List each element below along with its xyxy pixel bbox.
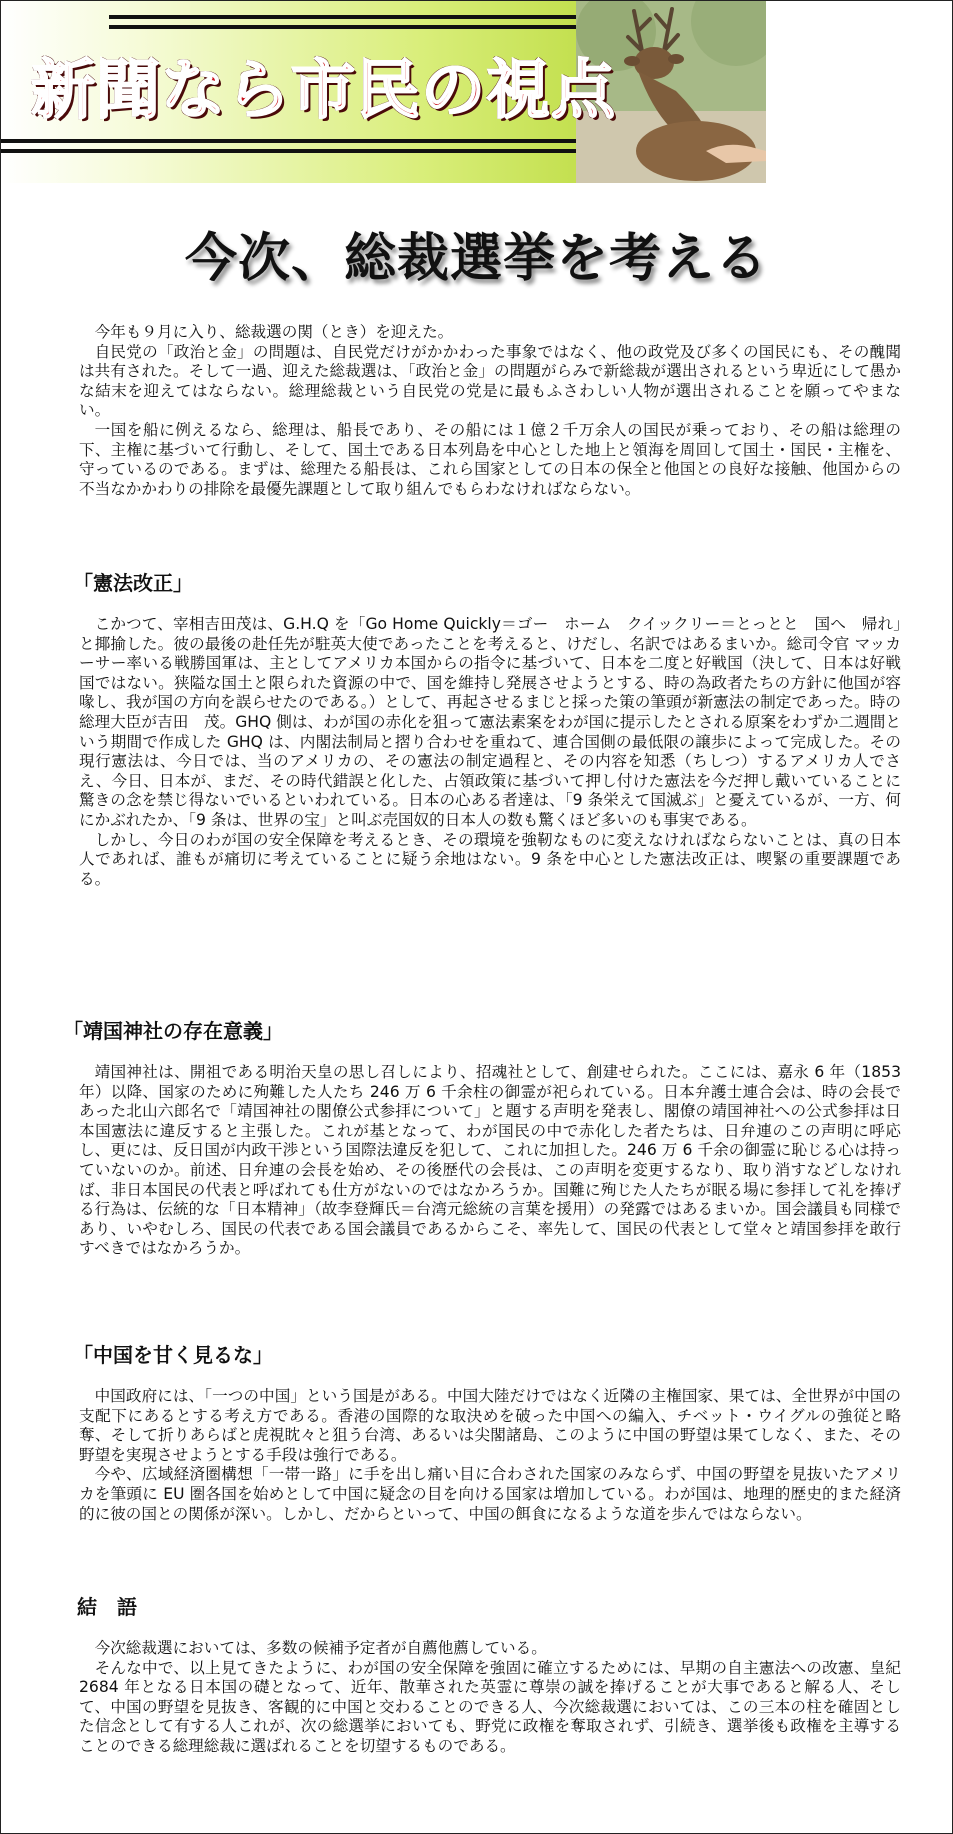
paragraph: 今年も９月に入り、総裁選の関（とき）を迎えた。 <box>94 323 454 341</box>
paragraph: 一国を船に例えるなら、総理は、船長であり、その船には１億２千万余人の国民が乗っており、その船は総理の下、主権に基づいて行動し、そして、国土である日本列島を中心とした地上と領海を周回して国土・国民・主権を、守っているのである。まずは、総理たる船長は、これら国家としての日本の保全と他国との良好な接触、他国からの不当なかかわりの排除を最優先課題として取り組んでもらわなければならない。 <box>79 420 901 498</box>
paragraph: 靖国神社は、開祖である明治天皇の思し召しにより、招魂社として、創建せられた。ここには、嘉永 6 年（1853 年）以降、国家のために殉難した人たち 246 万 6 千余柱の御霊が祀られている。日本弁護士連合会は、時の会長であった北山六郎名で「靖国神社の閣僚公式参拝について」と題する声明を発表し、閣僚の靖国神社への公式参拝は日本国憲法に違反すると主張した。これが基となって、わが国民の中で赤化した者たちは、日弁連のこの声明に呼応し、更には、反日国が内政干渉という国際法違反を犯して、これに加担した。246 万 6 千余の御霊に恥じる心は持っていないのか。前述、日弁連の会長を始め、その後歴代の会長は、この声明を変更するなり、取り消すなどしなければ、非日本国民の代表と呼ばれても仕方がないのではなかろうか。国難に殉じた人たちが眠る場に参拝して礼を捧げる行為は、伝統的な「日本精神」（故李登輝氏＝台湾元総統の言葉を援用）の発露ではあるまいか。国会議員も同様であり、いやむしろ、国民の代表である国会議員であるからこそ、率先して、国民の代表として堂々と靖国参拝を敢行すべきではなかろうか。 <box>79 1063 901 1258</box>
banner-rule <box>1 139 641 143</box>
section-heading: 「中国を甘く見るな」 <box>73 1343 273 1367</box>
paragraph: しかし、今日のわが国の安全保障を考えるとき、その環境を強靭なものに変えなければならないことは、真の日本人であれば、誰もが痛切に考えていることに疑う余地はない。9 条を中心とした憲法改正は、喫緊の重要課題である。 <box>79 830 901 888</box>
paragraph: 今や、広域経済圏構想「一帯一路」に手を出し痛い目に合わされた国家のみならず、中国の野望を見抜いたアメリカを筆頭に EU 圏各国を始めとして中国に疑念の目を向ける国家は増加している。わが国は、地理的歴史的また経済的に彼の国との関係が深い。しかし、だからといって、中国の餌食になるような道を歩んではならない。 <box>79 1465 901 1523</box>
section-body <box>79 615 901 889</box>
paragraph: 今次総裁選においては、多数の候補予定者が自薦他薦している。 <box>94 1639 547 1657</box>
section-heading: 結 語 <box>77 1595 137 1619</box>
section-heading: 「靖国神社の存在意義」 <box>63 1019 283 1043</box>
banner-rule <box>1 149 641 153</box>
paragraph: 自民党の「政治と金」の問題は、自民党だけがかかわった事象ではなく、他の政党及び多くの国民にも、その醜聞は共有された。そして一過、迎えた総裁選は、「政治と金」の問題がらみで新総裁が選出されるという卑近にして愚かな結末を迎えてはならない。総理総裁という自民党の党是に最もふさわしい人物が選出されることを願ってやまない。 <box>79 342 901 420</box>
section-body <box>79 1639 901 1757</box>
paragraph: そんな中で、以上見てきたように、わが国の安全保障を強固に確立するためには、早期の自主憲法への改憲、皇紀 2684 年となる日本国の礎となって、近年、散華された英霊に尊崇の誠を捧げることが大事であると解る人、そして、中国の野望を見抜き、客観的に中国と交わることのできる人、今次総裁選においては、この三本の柱を確固とした信念として有する人これが、次の総選挙においても、野党に政権を奪取されず、引続き、選挙後も政権を主導することのできる総理総裁に選ばれることを切望するものである。 <box>79 1658 901 1755</box>
banner-title: 新聞なら市民の視点 <box>31 54 616 128</box>
section-body <box>79 1387 901 1524</box>
intro-text <box>79 323 901 499</box>
page-title: 今次、総裁選挙を考える <box>184 229 768 289</box>
section-body <box>79 1063 901 1259</box>
section-heading: 「憲法改正」 <box>73 571 193 595</box>
paragraph: 中国政府には、「一つの中国」という国是がある。中国大陸だけではなく近隣の主権国家、果ては、全世界が中国の支配下にあるとする考え方である。香港の国際的な取決めを破った中国への編入、チベット・ウイグルの強従と略奪、そして折りあらばと虎視眈々と狙う台湾、あるいは尖閣諸島、このように中国の野望は果てしなく、また、その野望を実現させようとする手段は強行である。 <box>79 1387 901 1464</box>
header-banner <box>1 1 766 183</box>
paragraph: こかつて、宰相吉田茂は、G.H.Q を「Go Home Quickly＝ゴー ホーム クイックリー＝とっとと 国へ 帰れ」と揶揄した。彼の最後の赴任先が駐英大使であったことを考えると、けだし、名訳ではあるまいか。総司令官 マッカーサー率いる戦勝国軍は、主としてアメリカ本国からの指令に基づいて、日本を二度と好戦国（決して、日本は好戦国ではない。狭隘な国土と限られた資源の中で、国を維持し発展させようとする、時の為政者たちの方針に他国が容喙し、我が国の方向を誤らせたのである。）として、再起させるまじと採った策の筆頭が新憲法の制定であった。時の総理大臣が吉田 茂。GHQ 側は、わが国の赤化を狙って憲法素案をわが国に提示したとされる原案をわずか二週間という期間で作成した GHQ は、内閣法制局と摺り合わせを重ねて、連合国側の最低限の譲歩によって完成した。その現行憲法は、今日では、当のアメリカの、その憲法の制定過程と、その内容を知悉（ちしつ）するアメリカ人でさえ、今日、日本が、まだ、その時代錯誤と化した、占領政策に基づいて押し付けた憲法を今だ押し戴いていることに驚きの念を禁じ得ないでいるといわれている。日本の心ある者達は、「9 条栄えて国滅ぶ」と憂えているが、一方、何にかぶれたか、「9 条は、世界の宝」と叫ぶ売国奴的日本人の数も驚くほど多いのも事実である。 <box>79 615 901 829</box>
